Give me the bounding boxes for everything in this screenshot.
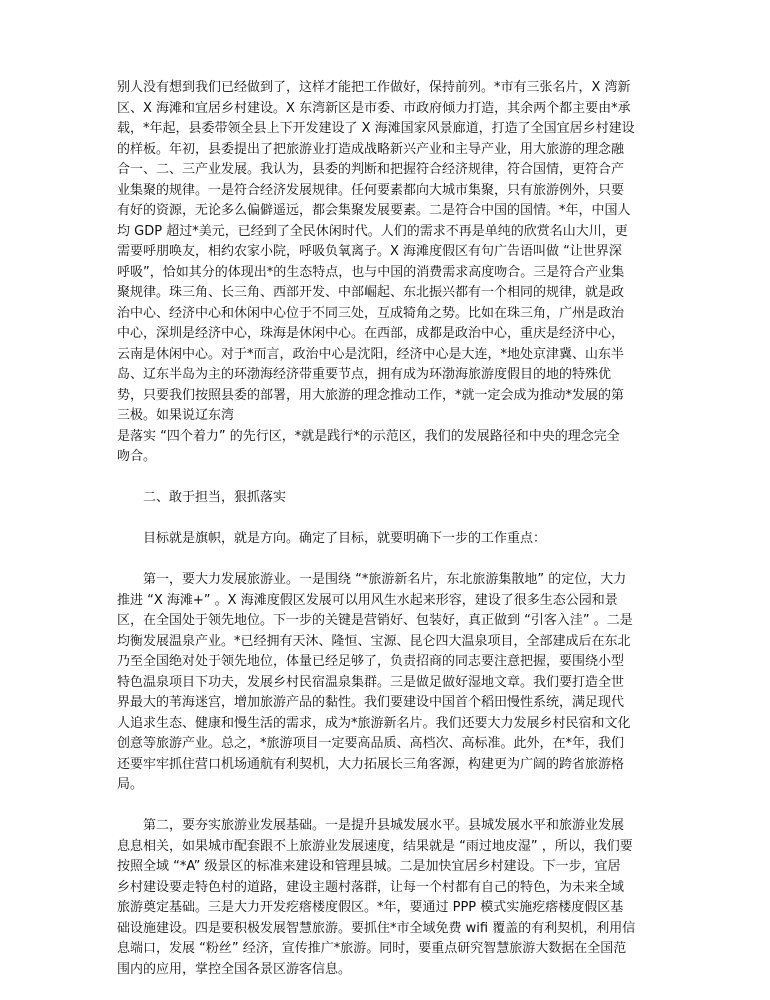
paragraph-spacer	[117, 796, 657, 817]
text-line: 乃至全国绝对处于领先地位，体量已经足够了，负责招商的同志要注意把握，要围绕小型	[117, 654, 625, 669]
text-line: 的样板。年初，县委提出了把旅游业打造成战略新兴产业和主导产业，用大旅游的理念融	[117, 141, 625, 157]
paragraph-spacer	[117, 509, 657, 530]
paragraph-foundation	[117, 816, 657, 980]
paragraph-spacer	[117, 550, 657, 571]
text-line: 础设施建设。四是要积极发展智慧旅游。要抓住*市全域免费 wifi 覆盖的有利契机，利用信	[117, 920, 636, 936]
text-line: 需要呼朋唤友，相约农家小院，呼吸负氧离子。X 海滩度假区有句广告语叫做 “让世界深	[117, 244, 622, 259]
text-line: 界最大的苇海迷宫，增加旅游产品的黏性。我们要建设中国首个稻田慢性系统，满足现代	[117, 695, 625, 710]
text-line: 区，在全国处于领先地位。下一步的关键是营销好、包装好，真正做到 “引客入洼” 。二是	[117, 613, 633, 628]
text-line: 息端口，发展 “粉丝” 经济，宣传推广*旅游。同时，要重点研究智慧旅游大数据在全国范	[117, 941, 627, 956]
text-line: 创意等旅游产业。总之，*旅游项目一定要高品质、高档次、高标准。此外，在*年，我们	[117, 736, 625, 751]
text-line: 势，只要我们按照县委的部署，用大旅游的理念推动工作，*就一定会成为推动*发展的第	[117, 387, 625, 403]
text-line: 均 GDP 超过*美元，已经到了全民休闲时代。人们的需求不再是单纯的欣赏名山大川，更	[117, 223, 628, 239]
text-line: 治中心、经济中心和休闲中心位于不同三处，互成犄角之势。比如在珠三角，广州是政治	[117, 305, 625, 321]
text-line: 业集聚的规律。一是符合经济发展规律。任何要素都向大城市集聚，只有旅游例外，只要	[117, 182, 625, 198]
text-line: 中心，深圳是经济中心，珠海是休闲中心。在西部，成都是政治中心，重庆是经济中心，	[117, 326, 625, 341]
text-line: 局。	[117, 777, 144, 792]
text-line: 旅游奠定基础。三是大力开发疙瘩楼度假区。*年，要通过 PPP 模式实施疙瘩楼度假区基	[117, 900, 624, 915]
text-line: 第一，要大力发展旅游业。一是围绕 “*旅游新名片，东北旅游集散地” 的定位，大力	[143, 572, 627, 587]
paragraph-intro	[117, 78, 657, 468]
paragraph-goal	[117, 529, 657, 550]
text-line: 吻合。	[117, 449, 157, 464]
text-line: 均衡发展温泉产业。*已经拥有天沐、隆恒、宝源、昆仑四大温泉项目，全部建成后在东北	[117, 633, 631, 649]
text-line: 乡村建设要走特色村的道路，建设主题村落群，让每一个村都有自己的特色，为未来全域	[117, 879, 625, 895]
text-line: 第二，要夯实旅游业发展基础。一是提升县城发展水平。县城发展水平和旅游业发展	[143, 818, 625, 833]
text-line: 息息相关，如果城市配套跟不上旅游业发展速度，结果就是 “雨过地皮湿” ，所以，我们要	[117, 838, 633, 854]
paragraph-spacer	[117, 468, 657, 489]
text-line: 人追求生态、健康和慢生活的需求，成为*旅游新名片。我们还要大力发展乡村民宿和文化	[117, 715, 631, 731]
section-heading	[117, 488, 657, 509]
text-line: 有好的资源，无论多么偏僻遥远，都会集聚发展要素。二是符合中国的国情。*年，中国人	[117, 203, 631, 218]
heading-text: 二、敢于担当，狠抓落实	[143, 490, 287, 505]
text-line: 按照全域 “*A” 级景区的标准来建设和管理县城。二是加快宜居乡村建设。下一步，宜居	[117, 859, 621, 874]
text-line: 还要牢牢抓住营口机场通航有利契机，大力拓展长三角客源，构建更为广阔的跨省旅游格	[117, 756, 625, 772]
document-page	[117, 78, 657, 980]
text-line: 岛、辽东半岛为主的环渤海经济带重要节点，拥有成为环渤海旅游度假目的地的特殊优	[117, 367, 612, 382]
text-line: 特色温泉项目下功夫，发展乡村民宿温泉集群。三是做足做好湿地文章。我们要打造全世	[117, 674, 625, 690]
text-line: 载，*年起，县委带领全县上下开发建设了 X 海滩国家风景廊道，打造了全国宜居乡村建设	[117, 121, 635, 136]
paragraph-tourism	[117, 570, 657, 796]
text-line: 围内的应用，掌控全国各景区游客信息。	[117, 961, 352, 977]
text-line: 合一、二、三产业发展。我认为，县委的判断和把握符合经济规律，符合国情，更符合产	[117, 162, 625, 177]
text-line: 聚规律。珠三角、长三角、西部开发、中部崛起、东北振兴都有一个相同的规律，就是政	[117, 285, 625, 300]
text-line: 云南是休闲中心。对于*而言，政治中心是沈阳，经济中心是大连，*地处京津冀、山东半	[117, 346, 625, 362]
text-line: 区、X 海滩和宜居乡村建设。X 东湾新区是市委、市政府倾力打造，其余两个都主要由*承	[117, 100, 631, 116]
text-line: 目标就是旗帜，就是方向。确定了目标，就要明确下一步的工作重点：	[143, 531, 547, 546]
text-line: 推进 “X 海滩+” 。X 海滩度假区发展可以用风生水起来形容，建设了很多生态公园和景	[117, 592, 618, 608]
text-line: 三极。如果说辽东湾	[117, 408, 235, 423]
text-line: 呼吸”，恰如其分的体现出*的生态特点，也与中国的消费需求高度吻合。三是符合产业集	[117, 264, 625, 280]
text-line: 是落实 “四个着力” 的先行区，*就是践行*的示范区，我们的发展路径和中央的理念完全	[117, 428, 620, 444]
text-line: 别人没有想到我们已经做到了，这样才能把工作做好，保持前列。*市有三张名片，X 湾新	[117, 80, 631, 95]
